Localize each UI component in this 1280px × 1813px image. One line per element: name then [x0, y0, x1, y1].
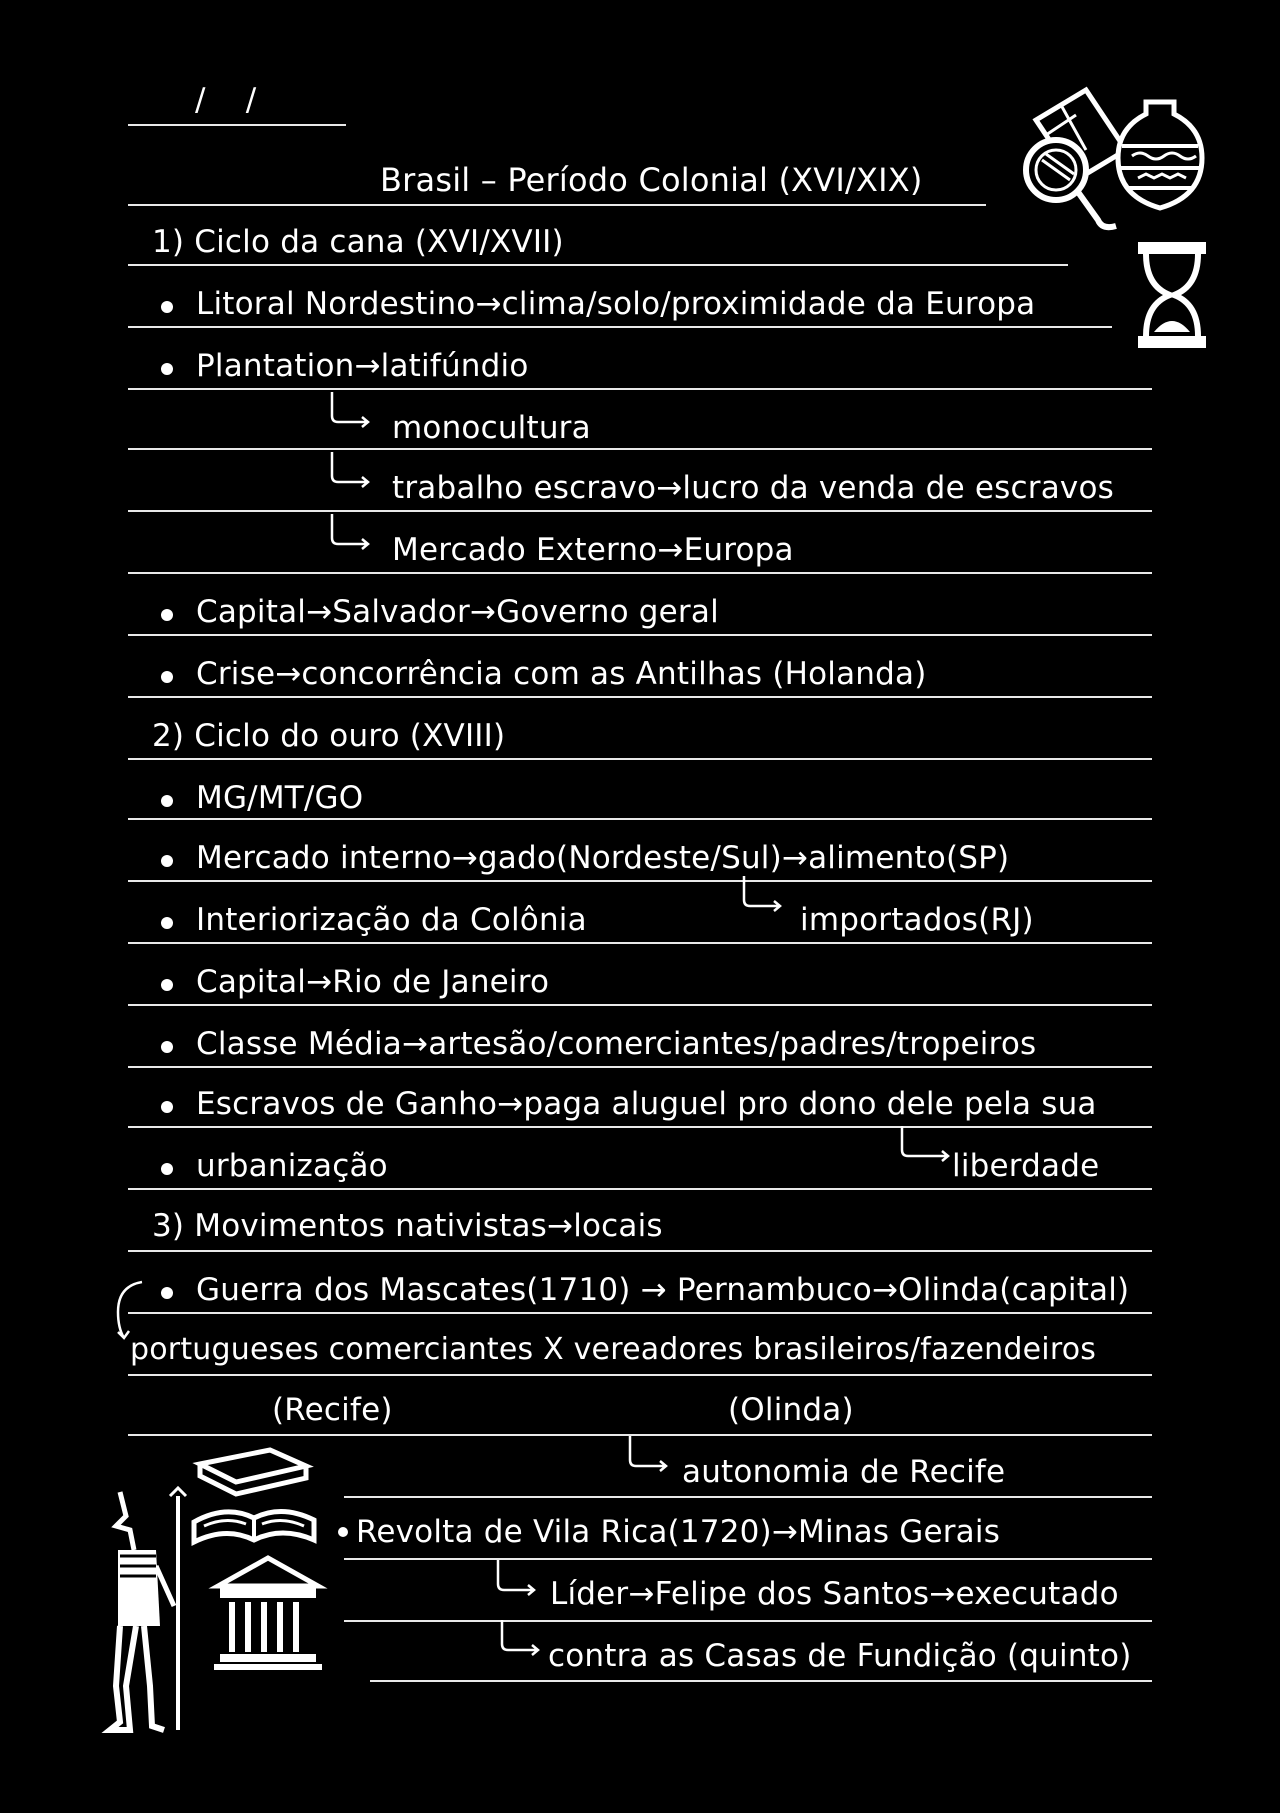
- arrow-icon: →: [630, 1272, 677, 1308]
- hook-arrow-icon: [740, 876, 786, 916]
- bullet: [161, 301, 173, 313]
- s2-item-7: urbanização: [196, 1148, 388, 1184]
- s1-sub-2: trabalho escravo→lucro da venda de escravos: [392, 470, 1114, 506]
- hook-arrow-icon: [494, 1560, 540, 1600]
- bullet: [161, 1287, 173, 1299]
- bullet: [161, 1163, 173, 1175]
- section-1-heading: 1) Ciclo da cana (XVI/XVII): [152, 224, 564, 260]
- books-icon: [190, 1444, 320, 1554]
- s3-recife: (Recife): [272, 1392, 393, 1428]
- bullet: [161, 917, 173, 929]
- s1-item-4: Crise→concorrência com as Antilhas (Holanda): [196, 656, 927, 692]
- hourglass-icon: [1136, 240, 1208, 350]
- arrow-icon: →: [475, 286, 502, 322]
- hook-arrow-icon: [498, 1620, 544, 1660]
- s3-item-1: Guerra dos Mascates(1710) → Pernambuco→Olinda(capital): [196, 1272, 1130, 1308]
- bullet: [161, 671, 173, 683]
- bullet: [161, 1041, 173, 1053]
- hook-arrow-icon: [328, 392, 374, 432]
- s2-item-1: MG/MT/GO: [196, 780, 364, 816]
- s3-line-2: portugueses comerciantes X vereadores brasileiros/fazendeiros: [130, 1332, 1097, 1367]
- arrow-icon: →: [306, 964, 333, 1000]
- arrow-icon: →: [929, 1576, 956, 1612]
- vase-icon: [1110, 96, 1210, 216]
- s1-item-3: Capital→Salvador→Governo geral: [196, 594, 719, 630]
- s3-autonomia: autonomia de Recife: [682, 1454, 1006, 1490]
- bullet: [338, 1527, 348, 1537]
- s2-item-2: Mercado interno→gado(Nordeste/Sul)→alimento(SP): [196, 840, 1010, 876]
- s1-item-1: Litoral Nordestino→clima/solo/proximidade da Europa: [196, 286, 1036, 322]
- s3-sub-2: contra as Casas de Fundição (quinto): [548, 1638, 1132, 1674]
- hook-arrow-icon: [626, 1436, 672, 1476]
- arrow-icon: →: [306, 594, 333, 630]
- s2-item-7-note: liberdade: [952, 1148, 1100, 1184]
- museum-icon: [212, 1552, 324, 1672]
- arrow-icon: →: [871, 1272, 899, 1308]
- bullet: [161, 609, 173, 621]
- date-line: [128, 124, 346, 126]
- bullet: [161, 1101, 173, 1113]
- s3-olinda: (Olinda): [728, 1392, 854, 1428]
- date-blank: / /: [195, 82, 257, 118]
- s1-sub-1: monocultura: [392, 410, 591, 446]
- bullet: [161, 979, 173, 991]
- arrow-icon: →: [628, 1576, 655, 1612]
- arrow-icon: →: [402, 1026, 429, 1062]
- bullet: [161, 795, 173, 807]
- s2-item-3: Interiorização da Colônia: [196, 902, 587, 938]
- s2-item-5: Classe Média→artesão/comerciantes/padres/tropeiros: [196, 1026, 1037, 1062]
- s2-item-3-note: importados(RJ): [800, 902, 1034, 938]
- section-3-heading: 3) Movimentos nativistas→locais: [152, 1208, 663, 1244]
- s2-item-4: Capital→Rio de Janeiro: [196, 964, 550, 1000]
- hook-arrow-icon: [328, 452, 374, 492]
- page-title: Brasil – Período Colonial (XVI/XIX): [380, 161, 923, 199]
- anubis-icon: [90, 1486, 190, 1736]
- arrow-icon: →: [547, 1208, 574, 1244]
- section-2-heading: 2) Ciclo do ouro (XVIII): [152, 718, 506, 754]
- arrow-icon: →: [354, 348, 381, 384]
- bullet: [161, 363, 173, 375]
- hook-arrow-icon: [898, 1126, 954, 1166]
- hook-arrow-icon: [328, 514, 374, 554]
- s3-item-2: Revolta de Vila Rica(1720)→Minas Gerais: [356, 1514, 1001, 1550]
- s2-item-6: Escravos de Ganho→paga aluguel pro dono dele pela sua: [196, 1086, 1097, 1122]
- s3-sub-1: Líder→Felipe dos Santos→executado: [550, 1576, 1119, 1612]
- arrow-icon: →: [657, 532, 684, 568]
- arrow-icon: →: [451, 840, 478, 876]
- bullet: [161, 855, 173, 867]
- arrow-icon: →: [275, 656, 302, 692]
- arrow-icon: →: [656, 470, 683, 506]
- arrow-icon: →: [771, 1514, 799, 1550]
- arrow-icon: →: [781, 840, 809, 876]
- s1-item-2: Plantation→latifúndio: [196, 348, 529, 384]
- arrow-icon: →: [497, 1086, 524, 1122]
- s1-sub-3: Mercado Externo→Europa: [392, 532, 794, 568]
- arrow-icon: →: [469, 594, 497, 630]
